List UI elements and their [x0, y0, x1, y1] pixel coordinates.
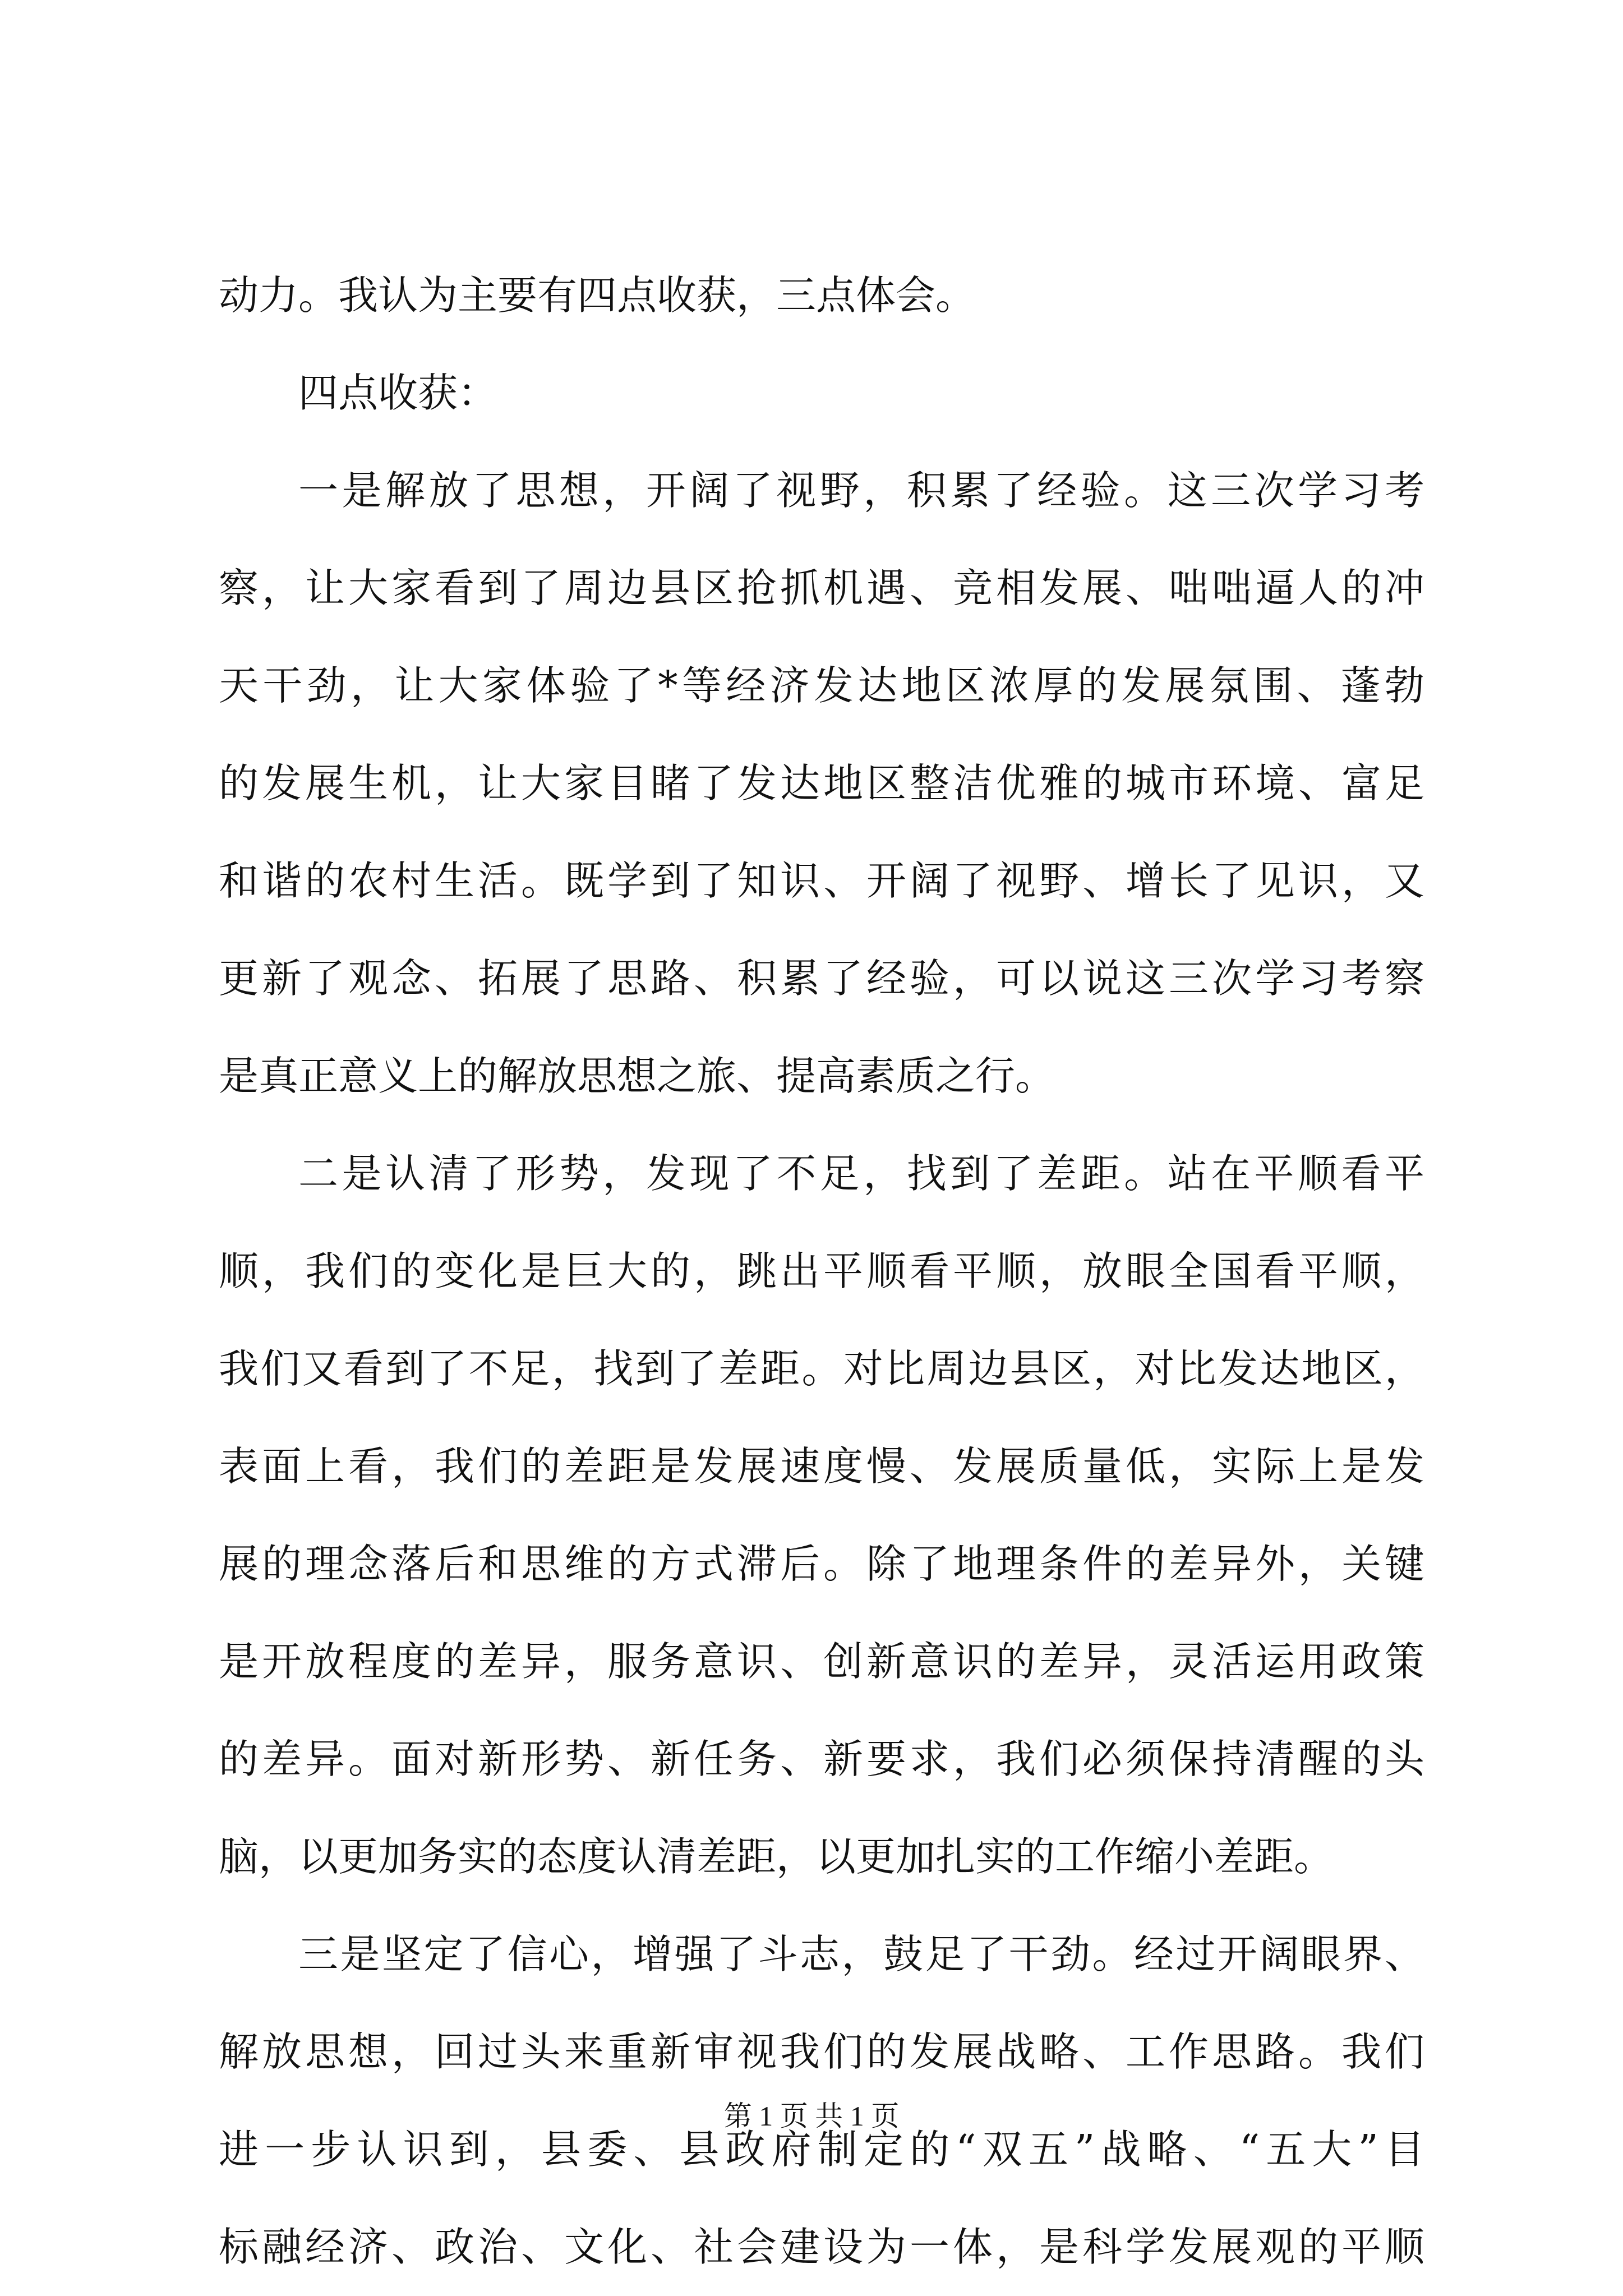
text-line-14: 展的理念落后和思维的方式滞后。除了地理条件的差异外，关键	[219, 1541, 1424, 1587]
page-footer	[0, 2096, 1623, 2136]
text-line-16: 的差异。面对新形势、新任务、新要求，我们必须保持清醒的头	[219, 1736, 1424, 1782]
text-line-6: 的发展生机，让大家目睹了发达地区整洁优雅的城市环境、富足	[219, 760, 1424, 806]
page-number-label: 第 1 页 共 1 页	[723, 2100, 900, 2132]
text-line-2: 四点收获：	[298, 370, 498, 416]
text-line-21: 标融经济、政治、文化、社会建设为一体，是科学发展观的平顺	[219, 2224, 1424, 2270]
text-line-13: 表面上看，我们的差距是发展速度慢、发展质量低，实际上是发	[219, 1443, 1424, 1490]
text-line-1: 动力。我认为主要有四点收获，三点体会。	[219, 272, 976, 319]
text-line-19: 解放思想，回过头来重新审视我们的发展战略、工作思路。我们	[219, 2028, 1424, 2075]
text-line-11: 顺，我们的变化是巨大的，跳出平顺看平顺，放眼全国看平顺，	[219, 1248, 1424, 1294]
text-line-18: 三是坚定了信心，增强了斗志，鼓足了干劲。经过开阔眼界、	[298, 1931, 1424, 1977]
document-body	[219, 247, 1424, 2296]
text-line-10: 二是认清了形势，发现了不足，找到了差距。站在平顺看平	[298, 1150, 1424, 1197]
text-line-15: 是开放程度的差异，服务意识、创新意识的差异，灵活运用政策	[219, 1638, 1424, 1685]
text-line-9: 是真正意义上的解放思想之旅、提高素质之行。	[219, 1053, 1055, 1099]
text-line-5: 天干劲，让大家体验了*等经济发达地区浓厚的发展氛围、蓬勃	[219, 662, 1424, 709]
text-line-12: 我们又看到了不足，找到了差距。对比周边县区，对比发达地区，	[219, 1345, 1424, 1392]
text-line-3: 一是解放了思想，开阔了视野，积累了经验。这三次学习考	[298, 467, 1424, 514]
text-line-17: 脑，以更加务实的态度认清差距，以更加扎实的工作缩小差距。	[219, 1833, 1334, 1880]
text-line-8: 更新了观念、拓展了思路、积累了经验，可以说这三次学习考察	[219, 955, 1424, 1002]
text-line-4: 察，让大家看到了周边县区抢抓机遇、竞相发展、咄咄逼人的冲	[219, 565, 1424, 611]
text-line-20: 进一步认识到，县委、县政府制定的“双五”战略、“五大”目	[219, 2126, 1424, 2173]
text-line-7: 和谐的农村生活。既学到了知识、开阔了视野、增长了见识，又	[219, 857, 1424, 904]
